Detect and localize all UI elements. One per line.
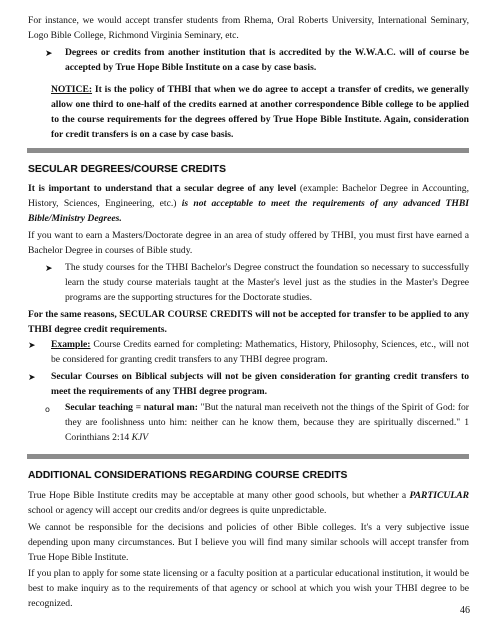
natural-man-subbullet — [65, 400, 469, 445]
natural-man-quote: "But the natural man receiveth not the things of the Spirit of God: for they are foolishness unto him: neither can he know them, because they are spiritually discerned." 1 Corinthians 2:14 — [65, 402, 470, 443]
notice-text: It is the policy of THBI that when we do agree to accept a transfer of credits, we generally allow one third to one-half of the credits earned at another correspondence Bible college to be applied to the course requirements for the degrees offered by True Hope Bible Institute. Again, consideration for credit transfers is on a case by case basis. — [51, 84, 469, 140]
arrow-bullet-icon: ➤ — [28, 341, 36, 351]
page-number: 46 — [460, 605, 470, 616]
additional-text-a: True Hope Bible Institute credits may be acceptable at many other good schools, but whether a — [28, 490, 410, 501]
secular-emphasis: It is important to understand that a secular degree of any level — [28, 183, 297, 194]
circle-bullet-icon: o — [45, 405, 50, 414]
additional-paragraph-2: We cannot be responsible for the decisions and policies of other Bible colleges. It's a very subjective issue depending upon many circumstances. But I believe you will find many similar schools will accept transfer from True Hope Bible Institute. — [28, 522, 469, 563]
arrow-bullet-icon: ➤ — [28, 373, 36, 383]
additional-paragraph-3: If you plan to apply for some state licensing or a faculty position at a particular educational institution, it would be best to make inquiry as to the requirements of that agency or school at which you wish your THBI degree to be recognized. — [28, 568, 469, 609]
secular-paragraph-2: If you want to earn a Masters/Doctorate degree in an area of study offered by THBI, you must first have earned a Bachelor Degree in courses of Bible study. — [28, 230, 469, 256]
section-heading-additional: ADDITIONAL CONSIDERATIONS REGARDING COURSE CREDITS — [28, 470, 348, 481]
secular-courses-bullet-text: Secular Courses on Biblical subjects will not be given consideration for granting credit transfers to meet the requirements of any THBI degree program. — [51, 371, 469, 397]
secular-example: (example: Bachelor Degree in Accounting, History, Sciences, Engineering, etc.) — [28, 183, 470, 209]
additional-paragraph-1 — [28, 488, 469, 518]
example-text: Course Credits earned for completing: Mathematics, History, Philosophy, Sciences, etc., will not be considered for granting credit transfers to any THBI degree program. — [51, 339, 469, 365]
section-divider — [27, 454, 469, 459]
natural-man-label: Secular teaching = natural man: — [65, 402, 198, 413]
section-heading-secular: SECULAR DEGREES/COURSE CREDITS — [28, 164, 226, 175]
bachelor-bullet-text: The study courses for the THBI Bachelor's Degree construct the foundation so necessary to successfully learn the study course materials taught at the Master's level just as the studies in the Master's Degree programs are the supporting structures for the Doctorate studies. — [65, 262, 469, 303]
secular-conclusion: is not acceptable to meet the requirements of any advanced THBI Bible/Ministry Degrees. — [28, 198, 469, 224]
notice-paragraph — [51, 82, 469, 142]
example-bullet-text — [51, 337, 469, 367]
additional-text-c: school or agency will accept our credits and/or degrees is quite unpredictable. — [28, 505, 327, 516]
accredited-bullet-text: Degrees or credits from another institution that is accredited by the W.W.A.C. will of course be accepted by True Hope Bible Institute on a case by case basis. — [65, 47, 469, 73]
notice-label: NOTICE: — [51, 84, 93, 95]
secular-paragraph-3: For the same reasons, SECULAR COURSE CREDITS will not be accepted for transfer to be applied to any THBI degree credit requirements. — [28, 309, 469, 335]
scripture-version: KJV — [131, 432, 149, 443]
section-divider — [27, 148, 469, 153]
arrow-bullet-icon: ➤ — [45, 49, 53, 59]
arrow-bullet-icon: ➤ — [45, 264, 53, 274]
secular-paragraph-1 — [28, 181, 469, 226]
intro-paragraph: For instance, we would accept transfer students from Rhema, Oral Roberts University, International Seminary, Logo Bible College, Richmond Virginia Seminary, etc. — [28, 15, 469, 41]
particular-emphasis: PARTICULAR — [409, 490, 469, 501]
example-label: Example: — [51, 339, 91, 350]
